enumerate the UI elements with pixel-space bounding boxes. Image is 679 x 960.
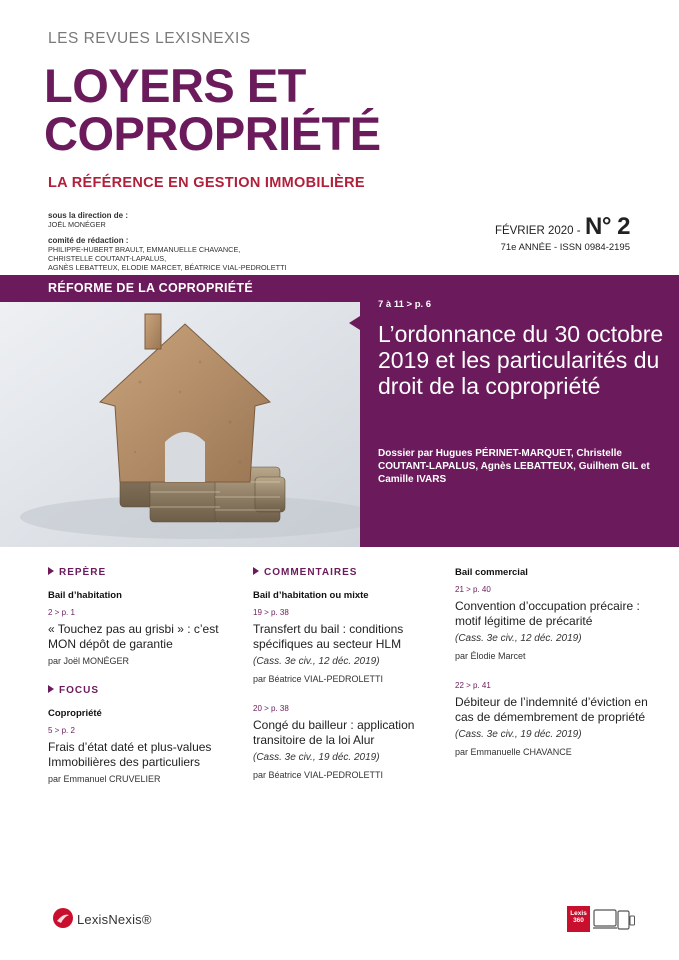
focus-ref: 5 > p. 2 (48, 726, 75, 735)
dossier-title: L’ordonnance du 30 octobre 2019 et les particularités du droit de la copropriété (378, 321, 664, 399)
comite-block (48, 236, 287, 272)
focus-article-title: Frais d’état daté et plus-values Immobilières des particuliers (48, 740, 212, 769)
item-citation: (Cass. 3e civ., 12 déc. 2019) (455, 633, 582, 644)
commentaire-item (455, 582, 655, 664)
item-ref: 19 > p. 38 (253, 608, 289, 617)
issue-meta: 71e ANNÉE - ISSN 0984-2195 (500, 242, 630, 253)
item-title: Congé du bailleur : application transitoire de la loi Alur (253, 718, 415, 747)
column-repere-focus (48, 565, 238, 801)
column-commentaires (253, 565, 443, 797)
dossier-ref: 7 à 11 > p. 6 (378, 299, 432, 310)
comite-line3: AGNÈS LEBATTEUX, ELODIE MARCET, BÉATRICE VIAL-PEDROLETTI (48, 263, 287, 272)
item-citation: (Cass. 3e civ., 19 déc. 2019) (253, 752, 380, 763)
issue-block (495, 213, 630, 253)
item-ref: 20 > p. 38 (253, 704, 289, 713)
comite-line2: CHRISTELLE COUTANT-LAPALUS, (48, 254, 167, 263)
triangle-icon (48, 567, 54, 575)
repere-ref: 2 > p. 1 (48, 608, 75, 617)
lexis360-badge: Lexis 360 (567, 906, 590, 932)
issue-date: FÉVRIER 2020 - (494, 225, 581, 237)
item-citation: (Cass. 3e civ., 19 déc. 2019) (455, 729, 582, 740)
commentaires-header: COMMENTAIRES (253, 565, 443, 580)
house-coins-illustration (0, 302, 360, 547)
dossier-authors: Dossier par Hugues PÉRINET-MARQUET, Christelle COUTANT-LAPALUS, Agnès LEBATTEUX, Guilhem GIL et Camille IVARS (378, 448, 650, 485)
lexisnexis-logo-icon (52, 907, 74, 934)
banner-notch (349, 316, 360, 330)
item-title: Convention d’occupation précaire : motif légitime de précarité (455, 599, 640, 628)
item-author: par Béatrice VIAL-PEDROLETTI (253, 674, 384, 684)
focus-header: FOCUS (48, 683, 238, 698)
repere-rubric: Bail d’habitation (48, 590, 122, 601)
lexisnexis-brand: LexisNexis® (77, 912, 152, 927)
banner-label: RÉFORME DE LA COPROPRIÉTÉ (48, 281, 253, 295)
item-ref: 21 > p. 40 (455, 585, 491, 594)
commentaire-item (253, 605, 443, 687)
direction-block (48, 211, 128, 229)
repere-header: REPÈRE (48, 565, 238, 580)
item-author: par Emmanuelle CHAVANCE (455, 747, 572, 757)
repere-author: par Joël MONÉGER (48, 656, 130, 666)
triangle-icon (48, 685, 54, 693)
issue-number: N° 2 (585, 213, 630, 240)
bail-commercial-rubric: Bail commercial (455, 567, 528, 578)
series-label: LES REVUES LEXISNEXIS (48, 30, 251, 47)
direction-names: JOËL MONÉGER (48, 220, 106, 229)
item-citation: (Cass. 3e civ., 12 déc. 2019) (253, 656, 380, 667)
journal-title-line2: COPROPRIÉTÉ (44, 107, 381, 160)
direction-label: sous la direction de : (48, 211, 129, 220)
focus-rubric: Copropriété (48, 708, 102, 719)
tagline: LA RÉFÉRENCE EN GESTION IMMOBILIÈRE (48, 175, 365, 191)
commentaires-rubric: Bail d’habitation ou mixte (253, 590, 369, 601)
commentaire-item (253, 701, 443, 783)
triangle-icon (253, 567, 259, 575)
commentaire-item (455, 678, 655, 760)
comite-label: comité de rédaction : (48, 236, 129, 245)
item-title: Débiteur de l’indemnité d’éviction en cas de démembrement de propriété (455, 695, 648, 724)
column-bail-commercial (455, 565, 655, 774)
item-ref: 22 > p. 41 (455, 681, 491, 690)
item-author: par Béatrice VIAL-PEDROLETTI (253, 770, 384, 780)
repere-article-title: « Touchez pas au grisbi » : c’est MON dépôt de garantie (48, 622, 219, 651)
focus-author: par Emmanuel CRUVELIER (48, 774, 161, 784)
journal-title-line1: LOYERS ET (44, 59, 306, 112)
item-author: par Élodie Marcet (455, 651, 526, 661)
devices-icon (593, 908, 635, 937)
item-title: Transfert du bail : conditions spécifiques au secteur HLM (253, 622, 404, 651)
house-photo (0, 302, 360, 547)
comite-line1: PHILIPPE-HUBERT BRAULT, EMMANUELLE CHAVANCE, (48, 245, 241, 254)
